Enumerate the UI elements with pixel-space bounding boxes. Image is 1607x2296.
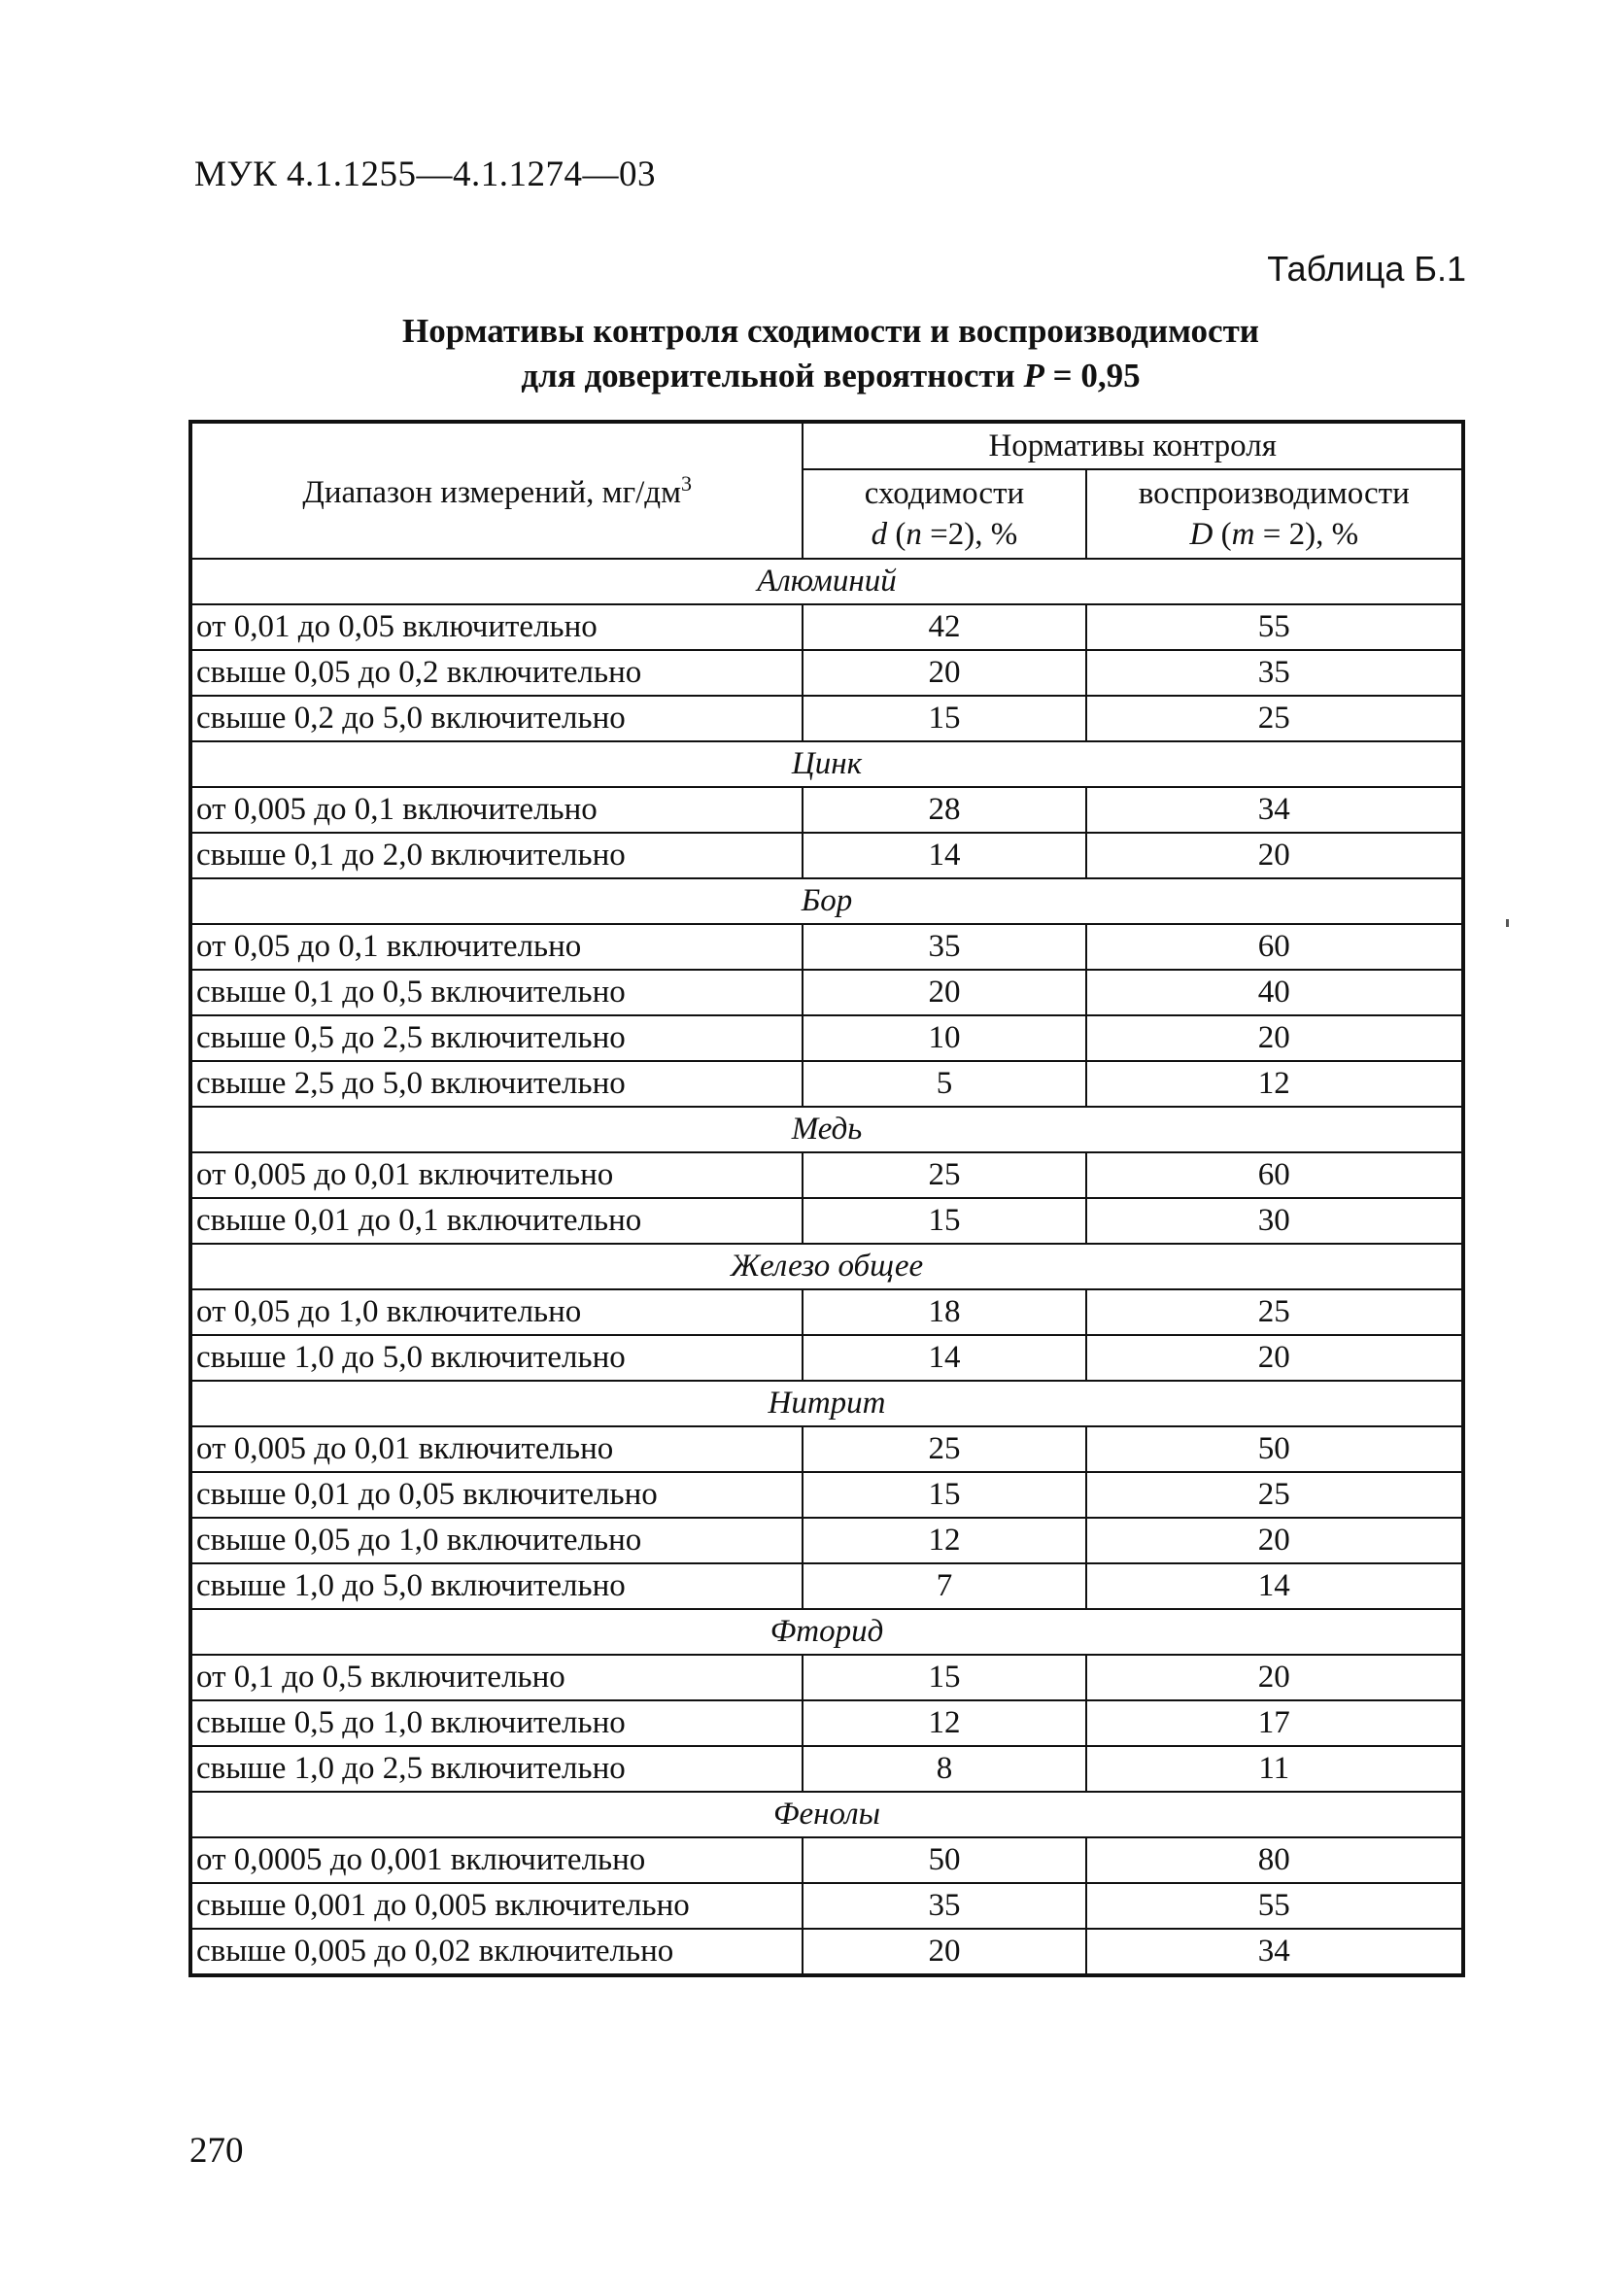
table-row [190,1335,1463,1381]
table-row [190,1015,1463,1061]
table-row [190,1426,1463,1472]
header-repeatability-var: d [871,517,888,552]
repeatability-cell: 20 [803,1929,1085,1975]
group-name: Медь [190,1107,1463,1152]
scan-speck [1506,919,1509,927]
header-reproducibility-tail: = 2), % [1254,517,1359,552]
range-cell: от 0,05 до 1,0 включительно [190,1289,803,1335]
table-label: Таблица Б.1 [1267,249,1466,289]
reproducibility-cell: 35 [1086,650,1463,696]
repeatability-cell: 10 [803,1015,1085,1061]
reproducibility-cell: 34 [1086,787,1463,833]
header-reproducibility [1086,469,1463,559]
reproducibility-cell: 30 [1086,1198,1463,1244]
group-row [190,1792,1463,1837]
repeatability-cell: 20 [803,650,1085,696]
range-cell: свыше 1,0 до 5,0 включительно [190,1563,803,1609]
repeatability-cell: 12 [803,1700,1085,1746]
table-row [190,833,1463,878]
group-name: Алюминий [190,559,1463,604]
group-row [190,559,1463,604]
repeatability-cell: 25 [803,1426,1085,1472]
reproducibility-cell: 40 [1086,970,1463,1015]
reproducibility-cell: 20 [1086,1655,1463,1700]
range-cell: свыше 0,5 до 1,0 включительно [190,1700,803,1746]
range-cell: свыше 0,1 до 2,0 включительно [190,833,803,878]
range-cell: свыше 2,5 до 5,0 включительно [190,1061,803,1107]
repeatability-cell: 50 [803,1837,1085,1883]
table-title-line-1: Нормативы контроля сходимости и воспроизводимости [402,312,1259,350]
repeatability-cell: 20 [803,970,1085,1015]
reproducibility-cell: 55 [1086,1883,1463,1929]
table-row [190,787,1463,833]
range-cell: от 0,005 до 0,01 включительно [190,1426,803,1472]
table-title [194,309,1467,398]
repeatability-cell: 15 [803,1198,1085,1244]
repeatability-cell: 18 [803,1289,1085,1335]
table-row [190,1700,1463,1746]
group-row [190,1381,1463,1426]
range-cell: свыше 0,001 до 0,005 включительно [190,1883,803,1929]
table-row [190,1289,1463,1335]
repeatability-cell: 25 [803,1152,1085,1198]
repeatability-cell: 42 [803,604,1085,650]
reproducibility-cell: 20 [1086,1518,1463,1563]
reproducibility-cell: 60 [1086,924,1463,970]
group-name: Бор [190,878,1463,924]
table-row [190,924,1463,970]
header-control-norms: Нормативы контроля [803,422,1463,469]
group-row [190,1244,1463,1289]
reproducibility-cell: 55 [1086,604,1463,650]
table-row [190,1472,1463,1518]
group-row [190,741,1463,787]
repeatability-cell: 7 [803,1563,1085,1609]
header-repeatability [803,469,1085,559]
reproducibility-cell: 12 [1086,1061,1463,1107]
repeatability-cell: 28 [803,787,1085,833]
range-cell: свыше 1,0 до 2,5 включительно [190,1746,803,1792]
table-row [190,696,1463,741]
table-row [190,1746,1463,1792]
header-reproducibility-title: воспроизводимости [1138,476,1410,511]
header-repeatability-param: n [906,517,922,552]
repeatability-cell: 8 [803,1746,1085,1792]
reproducibility-cell: 20 [1086,1335,1463,1381]
reproducibility-cell: 60 [1086,1152,1463,1198]
header-reproducibility-var: D [1189,517,1214,552]
header-repeatability-title: сходимости [864,476,1025,511]
repeatability-cell: 15 [803,1655,1085,1700]
table-row [190,1929,1463,1975]
range-cell: свыше 1,0 до 5,0 включительно [190,1335,803,1381]
table-row [190,1655,1463,1700]
header-reproducibility-paren: ( [1213,517,1232,552]
repeatability-cell: 15 [803,1472,1085,1518]
range-cell: свыше 0,05 до 0,2 включительно [190,650,803,696]
header-repeatability-tail: =2), % [921,517,1018,552]
title-prefix: для доверительной вероятности [521,357,1024,394]
table-row [190,1883,1463,1929]
group-name: Фторид [190,1609,1463,1655]
range-cell: свыше 0,01 до 0,05 включительно [190,1472,803,1518]
reproducibility-cell: 20 [1086,833,1463,878]
table-title-line-2 [194,354,1467,398]
header-repeatability-paren: ( [887,517,906,552]
header-range-text: Диапазон измерений, мг/дм [302,474,681,510]
table-row [190,1518,1463,1563]
range-cell: от 0,01 до 0,05 включительно [190,604,803,650]
reproducibility-cell: 25 [1086,1472,1463,1518]
group-name: Железо общее [190,1244,1463,1289]
table-row [190,1563,1463,1609]
range-cell: от 0,1 до 0,5 включительно [190,1655,803,1700]
page-number: 270 [189,2131,244,2171]
group-name: Нитрит [190,1381,1463,1426]
range-cell: от 0,05 до 0,1 включительно [190,924,803,970]
range-cell: свыше 0,01 до 0,1 включительно [190,1198,803,1244]
reproducibility-cell: 25 [1086,1289,1463,1335]
norms-table [188,420,1465,1977]
group-row [190,1609,1463,1655]
group-name: Цинк [190,741,1463,787]
table-row [190,650,1463,696]
group-name: Фенолы [190,1792,1463,1837]
range-cell: свыше 0,1 до 0,5 включительно [190,970,803,1015]
table-row [190,1061,1463,1107]
repeatability-cell: 5 [803,1061,1085,1107]
repeatability-cell: 12 [803,1518,1085,1563]
table-row [190,1837,1463,1883]
title-suffix: = 0,95 [1043,357,1141,394]
title-variable: P [1023,357,1044,394]
table-row [190,1152,1463,1198]
reproducibility-cell: 25 [1086,696,1463,741]
document-code: МУК 4.1.1255—4.1.1274—03 [194,154,657,194]
reproducibility-cell: 11 [1086,1746,1463,1792]
table-header [190,422,1463,559]
reproducibility-cell: 20 [1086,1015,1463,1061]
repeatability-cell: 14 [803,833,1085,878]
reproducibility-cell: 80 [1086,1837,1463,1883]
reproducibility-cell: 14 [1086,1563,1463,1609]
range-cell: от 0,005 до 0,01 включительно [190,1152,803,1198]
table-row [190,970,1463,1015]
repeatability-cell: 35 [803,924,1085,970]
repeatability-cell: 14 [803,1335,1085,1381]
range-cell: свыше 0,005 до 0,02 включительно [190,1929,803,1975]
range-cell: от 0,0005 до 0,001 включительно [190,1837,803,1883]
group-row [190,878,1463,924]
reproducibility-cell: 17 [1086,1700,1463,1746]
reproducibility-cell: 34 [1086,1929,1463,1975]
table-row [190,604,1463,650]
reproducibility-cell: 50 [1086,1426,1463,1472]
repeatability-cell: 15 [803,696,1085,741]
range-cell: свыше 0,05 до 1,0 включительно [190,1518,803,1563]
range-cell: свыше 0,5 до 2,5 включительно [190,1015,803,1061]
range-cell: свыше 0,2 до 5,0 включительно [190,696,803,741]
header-range [190,422,803,559]
table-row [190,1198,1463,1244]
repeatability-cell: 35 [803,1883,1085,1929]
range-cell: от 0,005 до 0,1 включительно [190,787,803,833]
group-row [190,1107,1463,1152]
header-range-sup: 3 [680,470,692,496]
table-body [190,559,1463,1975]
header-reproducibility-param: m [1231,517,1255,552]
